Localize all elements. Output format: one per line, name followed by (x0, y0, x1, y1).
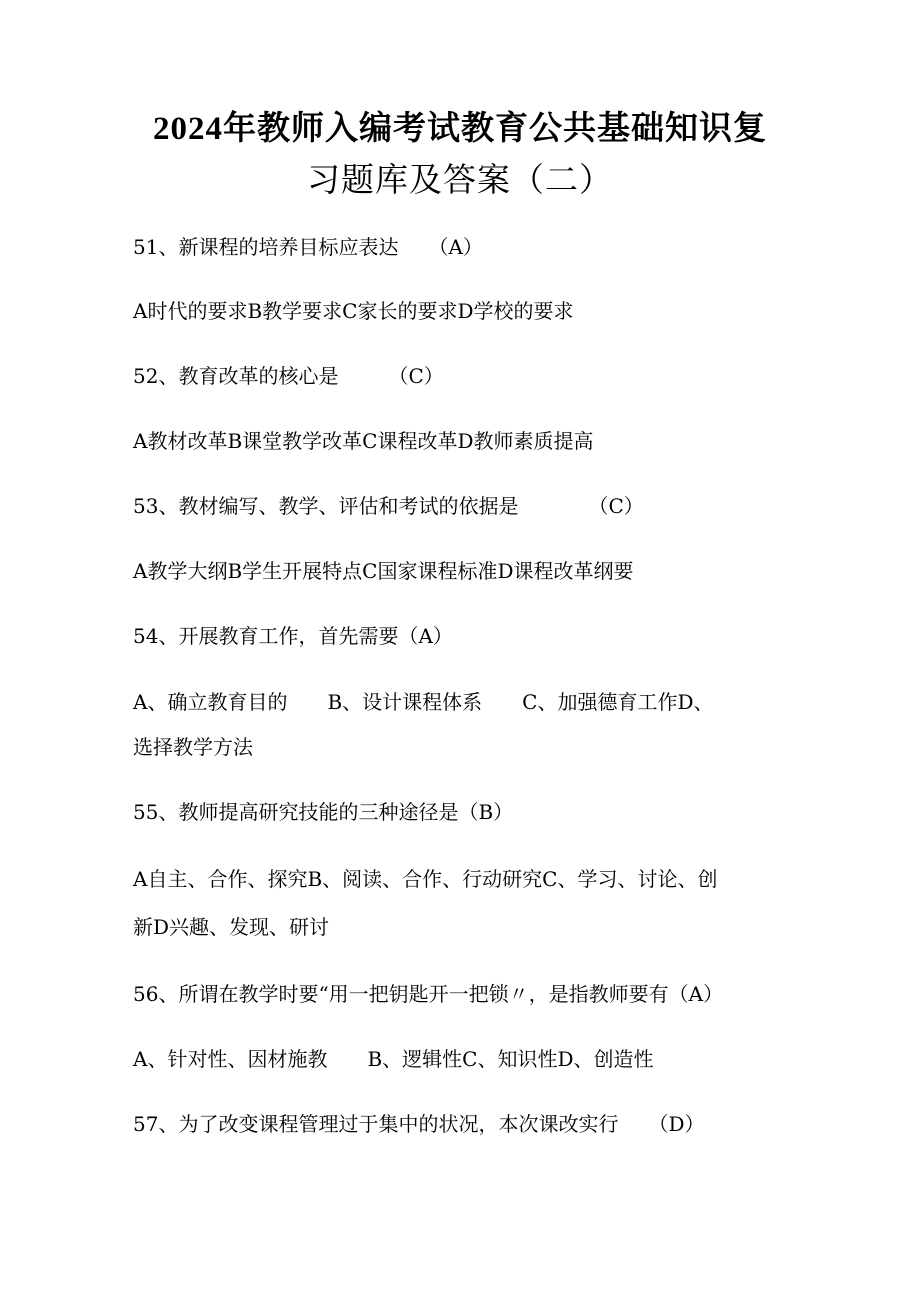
question-55: 55、教师提高研究技能的三种途径是（B） (133, 800, 514, 824)
options-51: A时代的要求B教学要求C家长的要求D学校的要求 (133, 299, 574, 323)
options-52: A教材改革B课堂教学改革C课程改革D教师素质提高 (133, 429, 594, 453)
question-52: 52、教育改革的核心是 （C） (133, 364, 444, 388)
options-53: A教学大纲B学生开展特点C国家课程标准D课程改革纲要 (133, 559, 634, 583)
title-text: 年教师入编考试教育公共基础知识复 (223, 108, 767, 147)
question-53: 53、教材编写、教学、评估和考试的依据是 （C） (133, 494, 644, 518)
question-54: 54、开展教育工作，首先需要（A） (133, 624, 453, 648)
options-54-line-2: 选择教学方法 (133, 735, 253, 759)
options-55-line-2: 新D兴趣、发现、研讨 (133, 915, 330, 939)
question-57: 57、为了改变课程管理过于集中的状况，本次课改实行 （D） (133, 1112, 705, 1136)
document-title-line-1 (120, 104, 800, 153)
title-year: 2024 (153, 111, 223, 147)
question-56: 56、所谓在教学时要“用一把钥匙开一把锁〃，是指教师要有（A） (133, 982, 724, 1006)
options-56: A、针对性、因材施教 B、逻辑性C、知识性D、创造性 (133, 1047, 654, 1071)
options-55-line-1: A自主、合作、探究B、阅读、合作、行动研究C、学习、讨论、创 (133, 867, 718, 891)
options-54-line-1: A、确立教育目的 B、设计课程体系 C、加强德育工作D、 (133, 690, 714, 714)
document-title-line-2: 习题库及答案（二） (307, 160, 613, 199)
question-51: 51、新课程的培养目标应表达 （A） (133, 235, 483, 259)
